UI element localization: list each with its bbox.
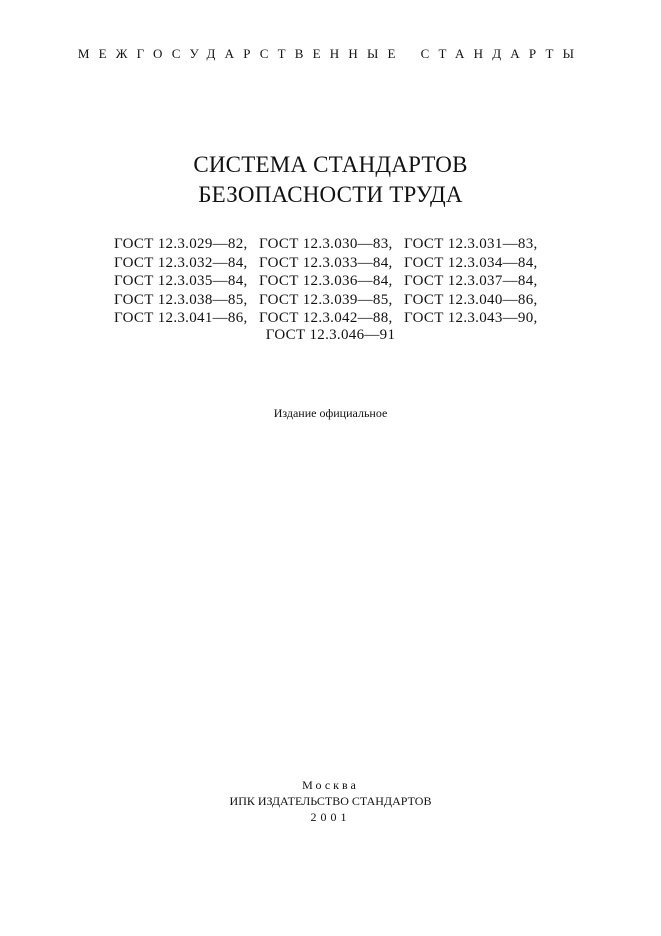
gost-number: ГОСТ 12.3.029—82,	[114, 236, 248, 252]
gost-number: ГОСТ 12.3.032—84,	[114, 254, 248, 271]
gost-row	[114, 272, 564, 291]
gost-number: ГОСТ 12.3.030—83,	[259, 236, 393, 252]
gost-number: ГОСТ 12.3.038—85,	[114, 291, 248, 308]
imprint	[0, 777, 661, 825]
gost-number: ГОСТ 12.3.033—84,	[259, 254, 393, 271]
gost-row	[114, 291, 564, 310]
series-header-part2: СТАНДАРТЫ	[420, 46, 584, 61]
gost-number-last: ГОСТ 12.3.046—91	[265, 327, 396, 343]
series-header-part1: МЕЖГОСУДАРСТВЕННЫЕ	[77, 46, 405, 61]
gost-row	[114, 254, 564, 273]
main-title-line1: СИСТЕМА СТАНДАРТОВ	[193, 152, 468, 177]
gost-row	[114, 235, 564, 254]
edition-note: Издание официальное	[273, 406, 388, 420]
gost-number: ГОСТ 12.3.035—84,	[114, 273, 248, 289]
gost-number: ГОСТ 12.3.037—84,	[404, 273, 538, 289]
main-title	[0, 150, 661, 210]
imprint-city: Москва	[302, 778, 359, 792]
gost-number: ГОСТ 12.3.043—90,	[404, 310, 538, 326]
gost-row	[114, 309, 564, 328]
imprint-publisher: ИПК ИЗДАТЕЛЬСТВО СТАНДАРТОВ	[229, 794, 432, 808]
gost-list	[114, 235, 564, 328]
main-title-line2: БЕЗОПАСНОСТИ ТРУДА	[198, 182, 463, 207]
gost-number: ГОСТ 12.3.042—88,	[259, 310, 393, 326]
gost-number: ГОСТ 12.3.039—85,	[259, 291, 393, 308]
imprint-year: 2001	[310, 810, 351, 824]
gost-number: ГОСТ 12.3.040—86,	[404, 291, 538, 308]
gost-number: ГОСТ 12.3.031—83,	[404, 236, 538, 252]
gost-number: ГОСТ 12.3.036—84,	[259, 273, 393, 289]
gost-number: ГОСТ 12.3.034—84,	[404, 254, 538, 271]
series-header	[0, 46, 661, 62]
gost-number: ГОСТ 12.3.041—86,	[114, 310, 248, 326]
